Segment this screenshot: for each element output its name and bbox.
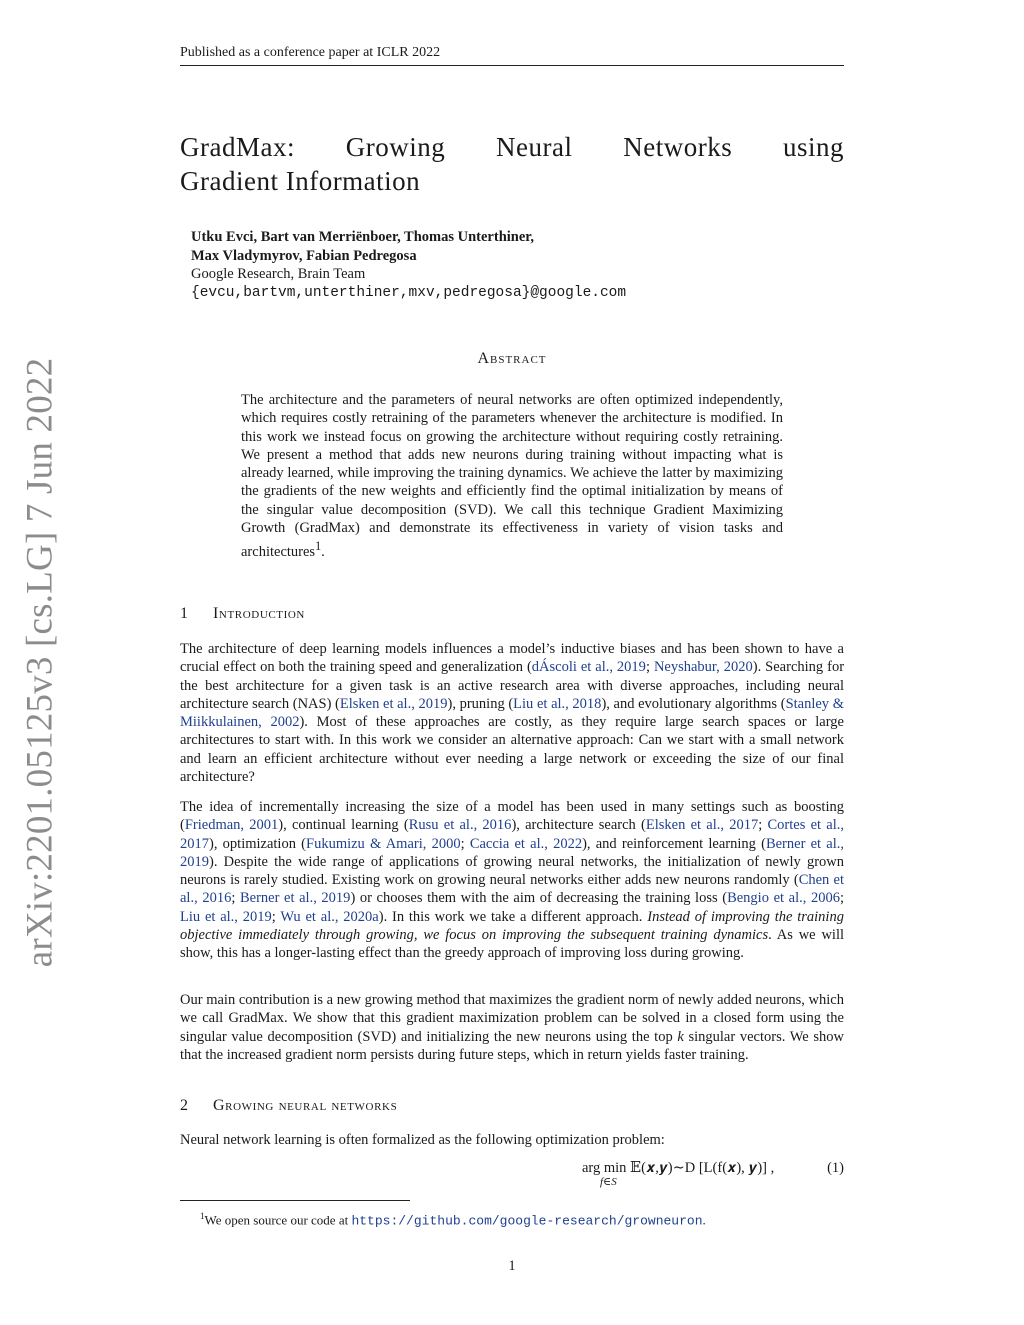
emphasis-text: Instead of improving the training objective immediately through growing, we focus on improving the subsequent training dynamics (180, 908, 844, 944)
title-line-1: GradMax: Growing Neural Networks using (180, 132, 844, 162)
intro-paragraph-3: Our main contribution is a new growing method that maximizes the gradient norm of newly added neurons, which we call GradMax. We show that this gradient maximization problem can be solved in a closed form using the singular value decomposition (SVD) and initializing the new neurons using the top k singular vectors. We show that the increased gradient norm persists during future steps, which in return yields faster training. (180, 992, 845, 1063)
code-repo-link[interactable]: https://github.com/google-research/growneuron (351, 1213, 703, 1229)
section-title: Introduction (213, 605, 305, 622)
footnote-rule (180, 1200, 410, 1201)
section-heading-growing (180, 1097, 397, 1115)
author-block (191, 228, 626, 302)
citation-link[interactable]: Friedman, 2001 (184, 817, 279, 834)
citation-link[interactable]: Cortes et al., 2017 (180, 817, 844, 852)
growing-paragraph-1: Neural network learning is often formalized as the following optimization problem: (180, 1132, 665, 1148)
authors-line-1: Utku Evci, Bart van Merriënboer, Thomas Unterthiner, (191, 229, 535, 245)
math-k: k (677, 1028, 684, 1045)
equation-body (582, 1160, 774, 1188)
arxiv-stamp (10, 357, 70, 968)
footnote: $^1$We open source our code at https://github.com/google-research/growneuron. (200, 1211, 706, 1229)
citation-link[interactable]: Elsken et al., 2019 (339, 695, 448, 712)
citation-link[interactable]: Elsken et al., 2017 (645, 817, 759, 834)
citation-link[interactable]: Caccia et al., 2022 (469, 835, 583, 852)
abstract-heading: Abstract (477, 350, 547, 367)
citation-link[interactable]: Wu et al., 2020a (280, 908, 379, 925)
footnote-number: 1 (200, 1211, 205, 1221)
footnote-mark[interactable]: 1 (315, 539, 322, 554)
section-title: Growing neural networks (213, 1097, 398, 1114)
section-heading-introduction (180, 605, 305, 623)
running-header: Published as a conference paper at ICLR 2022 (180, 45, 441, 60)
citation-link[interactable]: Berner et al., 2019 (239, 890, 351, 907)
intro-paragraph-1: The architecture of deep learning models influences a model’s inductive biases and has been shown to have a crucial effect on both the training speed and generalization (dÁscoli et al., 2019; Neyshabur, 2020). Searching for the best architecture for a given task is an active research area with diverse approaches, including neural architecture search (NAS) (Elsken et al., 2019), pruning (Liu et al., 2018), and evolutionary algorithms (Stanley & Miikkulainen, 2002). Most of these approaches are costly, as they require large search spaces or large architectures to start with. In this work we consider an alternative approach: Can we start with a small network and learn an efficient architecture without ever needing a large network or exceeding the size of our final architecture? (180, 641, 845, 786)
section-number: 2 (180, 1097, 189, 1114)
equation-number: (1) (827, 1160, 844, 1176)
section-number: 1 (180, 605, 189, 622)
paper-title (180, 130, 844, 198)
intro-paragraph-2: The idea of incrementally increasing the size of a model has been used in many settings such as boosting (Friedman, 2001), continual learning (Rusu et al., 2016), architecture search (Elsken et al., 2017; Cortes et al., 2017), optimization (Fukumizu & Amari, 2000; Caccia et al., 2022), and reinforcement learning (Berner et al., 2019). Despite the wide range of applications of growing neural networks, the initialization of newly grown neurons is rarely studied. Existing work on growing neural networks either adds new neurons randomly (Chen et al., 2016; Berner et al., 2019) or chooses them with the aim of decreasing the training loss (Bengio et al., 2006; Liu et al., 2019; Wu et al., 2020a). In this work we take a different approach. Instead of improving the training objective immediately through growing, we focus on improving the subsequent training dynamics. As we will show, this has a longer-lasting effect than the greedy approach of improving loss during growing. (180, 799, 844, 962)
citation-link[interactable]: Neyshabur, 2020 (653, 659, 753, 676)
arxiv-id: arXiv:2201.05125v3 [cs.LG] 7 Jun 2022 (19, 357, 61, 968)
abstract-text: The architecture and the parameters of neural networks are often optimized independently, which requires costly retraining of the parameters whenever the architecture is modified. In this work we instead focus on growing the architecture without requiring costly retraining. We present a method that adds new neurons during training without impacting what is already learned, while improving the training dynamics. We achieve the latter by maximizing the gradients of the new weights and efficiently find the optimal initialization by means of the singular value decomposition (SVD). We call this technique Gradient Maximizing Growth (GradMax) and demonstrate its effectiveness in variety of vision tasks and architectures$^1$. (241, 392, 783, 561)
equation-main: arg min 𝔼(𝒙,𝒚)∼D [L(f(𝒙), 𝒚)] , (582, 1160, 775, 1176)
title-line-2: Gradient Information (180, 166, 421, 196)
citation-link[interactable]: Chen et al., 2016 (180, 872, 844, 907)
author-emails: {evcu,bartvm,unterthiner,mxv,pedregosa}@google.com (191, 284, 627, 301)
citation-link[interactable]: Rusu et al., 2016 (408, 817, 512, 834)
citation-link[interactable]: dÁscoli et al., 2019 (531, 659, 646, 676)
equation-1 (180, 1160, 844, 1200)
citation-link[interactable]: Liu et al., 2018 (513, 695, 602, 712)
authors-line-2: Max Vladymyrov, Fabian Pedregosa (191, 247, 417, 264)
header-rule (180, 65, 844, 66)
citation-link[interactable]: Liu et al., 2019 (180, 908, 272, 925)
affiliation: Google Research, Brain Team (191, 266, 366, 282)
citation-link[interactable]: Stanley & Miikkulainen, 2002 (180, 695, 844, 731)
equation-subscript: f∈S (600, 1176, 617, 1188)
citation-link[interactable]: Bengio et al., 2006 (727, 890, 840, 907)
citation-link[interactable]: Berner et al., 2019 (180, 835, 844, 870)
citation-link[interactable]: Fukumizu & Amari, 2000 (306, 835, 461, 852)
page-number: 1 (508, 1258, 516, 1274)
